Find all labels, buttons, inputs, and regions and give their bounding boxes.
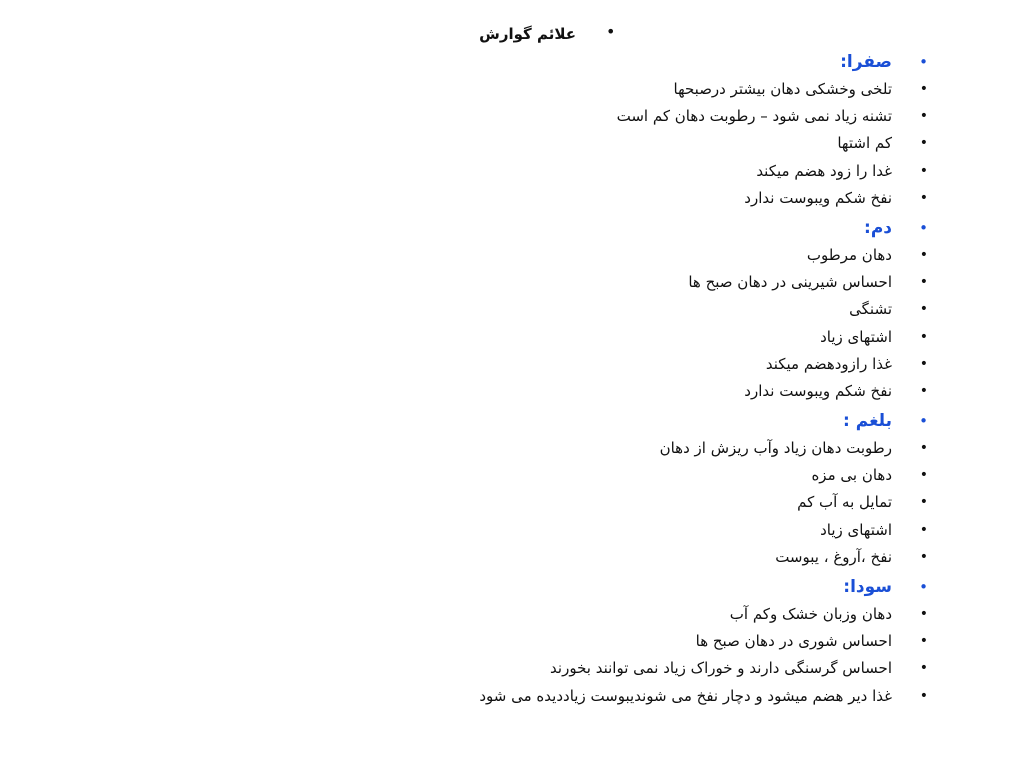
bullet: • bbox=[919, 440, 928, 457]
list-item: • تشنگی bbox=[432, 296, 892, 323]
list-item: • اشتهای زیاد bbox=[432, 517, 892, 544]
bullet: • bbox=[919, 189, 928, 206]
bullet: • bbox=[919, 606, 928, 622]
list-item: • احساس شیرینی در دهان صبح ها bbox=[432, 269, 892, 296]
title-bullet: • bbox=[606, 22, 616, 41]
heading-bullet: • bbox=[919, 218, 928, 237]
heading-bullet: • bbox=[919, 412, 928, 431]
bullet: • bbox=[919, 328, 928, 345]
bullet: • bbox=[919, 162, 928, 179]
list-item: • تشنه زیاد نمی شود – رطوبت دهان کم است bbox=[432, 103, 892, 130]
section-heading-text: بلغم : bbox=[843, 411, 892, 432]
symptom-list bbox=[432, 46, 928, 710]
bullet: • bbox=[919, 135, 928, 152]
section-heading bbox=[432, 571, 928, 601]
list-item: • نفخ ،آروغ ، یبوست bbox=[432, 544, 892, 571]
bullet: • bbox=[919, 548, 928, 565]
bullet: • bbox=[919, 246, 928, 263]
bullet: • bbox=[919, 355, 928, 372]
list-item: • رطوبت دهان زیاد وآب ریزش از دهان bbox=[432, 435, 892, 462]
list-item: • نفخ شکم ویبوست ندارد bbox=[432, 185, 892, 212]
list-item: • غذا رازودهضم میکند bbox=[432, 351, 892, 378]
bullet: • bbox=[919, 274, 928, 291]
heading-bullet: • bbox=[919, 578, 928, 596]
heading-bullet: • bbox=[919, 53, 928, 71]
bullet: • bbox=[919, 494, 928, 511]
bullet: • bbox=[919, 521, 928, 538]
list-item: • دهان بی مزه bbox=[432, 462, 892, 489]
bullet: • bbox=[919, 81, 928, 97]
list-item: • غدا را زود هضم میکند bbox=[432, 158, 892, 185]
list-item: • تمایل به آب کم bbox=[432, 489, 892, 516]
bullet: • bbox=[919, 633, 928, 650]
list-item: • اشتهای زیاد bbox=[432, 324, 892, 351]
section-heading-text: صفرا: bbox=[840, 52, 892, 72]
section-heading bbox=[432, 212, 928, 242]
list-item: • کم اشتها bbox=[432, 130, 892, 157]
list-item: • احساس گرسنگی دارند و خوراک زیاد نمی توانند بخورند bbox=[432, 655, 892, 682]
list-item: • نفخ شکم ویبوست ندارد bbox=[432, 378, 892, 405]
section-heading bbox=[432, 405, 928, 435]
list-item: • دهان وزبان خشک وکم آب bbox=[432, 601, 892, 628]
title-row bbox=[420, 20, 620, 48]
section-heading bbox=[432, 46, 928, 76]
list-item: • دهان مرطوب bbox=[432, 242, 892, 269]
list-item: • تلخی وخشکی دهان بیشتر درصبحها bbox=[432, 76, 892, 103]
bullet: • bbox=[919, 382, 928, 399]
bullet: • bbox=[919, 660, 928, 677]
section-heading-text: دم: bbox=[864, 217, 892, 238]
list-item: • احساس شوری در دهان صبح ها bbox=[432, 628, 892, 655]
bullet: • bbox=[919, 301, 928, 318]
bullet: • bbox=[919, 687, 928, 704]
bullet: • bbox=[919, 108, 928, 125]
list-item: • غذا دیر هضم میشود و دچار نفخ می شوندیبوست زیاددیده می شود bbox=[432, 683, 892, 710]
bullet: • bbox=[919, 467, 928, 484]
page-title: علائم گوارش bbox=[479, 25, 576, 43]
section-heading-text: سودا: bbox=[843, 577, 892, 597]
